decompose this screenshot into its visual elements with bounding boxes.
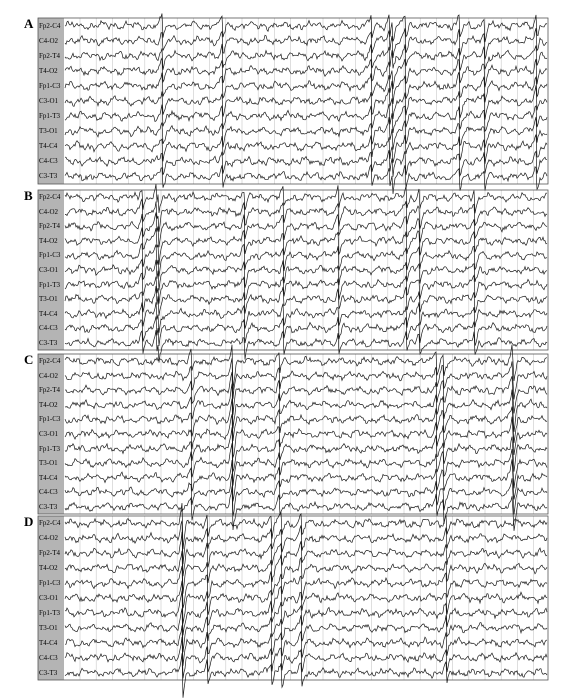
channel-label: Fp1-C3 [39,251,61,260]
channel-label: C4-C3 [39,653,58,662]
eeg-trace [65,459,547,501]
channel-label: T3-O1 [39,623,58,632]
channel-label: T4-O2 [39,400,58,409]
eeg-trace [65,384,547,432]
channel-label: Fp1-C3 [39,81,61,90]
channel-label: C4-C3 [39,157,58,166]
channel-label: T3-O1 [39,459,58,468]
channel-label: C3-O1 [39,594,59,602]
channel-label: C4-O2 [39,534,59,543]
eeg-trace [65,28,547,59]
channel-label: Fp2-C4 [39,21,61,30]
channel-label: C3-T3 [39,668,58,677]
channel-label: T4-O2 [39,564,58,573]
channel-label: Fp1-T3 [39,112,60,121]
eeg-trace [65,358,547,399]
panel-letter: B [24,188,33,203]
channel-label: C4-O2 [39,207,59,216]
channel-label: C4-C3 [39,324,58,333]
eeg-trace [65,521,547,564]
channel-label: Fp2-T4 [39,51,60,60]
channel-label: Fp1-T3 [39,608,60,617]
channel-label: C4-O2 [39,371,59,380]
channel-label: T4-C4 [39,309,58,318]
channel-label: C3-T3 [39,338,58,347]
channel-label: T3-O1 [39,127,58,136]
eeg-trace [65,503,547,549]
eeg-trace [65,165,547,194]
channel-label: C4-O2 [39,36,59,45]
channel-label: C3-T3 [39,172,58,181]
eeg-trace [65,85,547,119]
channel-label: C3-T3 [39,502,58,511]
eeg-trace [65,566,547,608]
channel-label: Fp1-T3 [39,444,60,453]
channel-label: C3-O1 [39,266,59,274]
channel-label: T3-O1 [39,295,58,304]
channel-label: Fp2-T4 [39,549,60,558]
eeg-trace [65,443,547,488]
channel-label: Fp2-T4 [39,386,60,395]
eeg-trace [65,608,547,652]
channel-label: C4-C3 [39,488,58,497]
channel-label: Fp2-C4 [39,193,61,202]
channel-label: C3-O1 [39,97,59,105]
panel-letter: A [24,16,34,31]
eeg-trace [65,581,547,624]
panel-letter: C [24,352,34,367]
channel-label: Fp2-T4 [39,222,60,231]
eeg-trace [65,135,547,164]
channel-label: T4-O2 [39,66,58,75]
eeg-trace [65,551,547,594]
channel-label: T4-C4 [39,142,58,151]
channel-label: Fp1-C3 [39,415,61,424]
channel-label: Fp1-T3 [39,280,60,289]
channel-label: T4-C4 [39,638,58,647]
channel-label: T4-O2 [39,236,58,245]
eeg-trace [65,58,547,89]
channel-label: C3-O1 [39,430,59,438]
channel-label: T4-C4 [39,473,58,482]
eeg-trace [65,150,547,177]
eeg-trace [65,44,547,71]
channel-label: Fp2-C4 [39,519,61,528]
eeg-trace [65,72,547,104]
channel-label: Fp2-C4 [39,357,61,366]
channel-label: Fp1-C3 [39,579,61,588]
panel-letter: D [24,514,34,529]
